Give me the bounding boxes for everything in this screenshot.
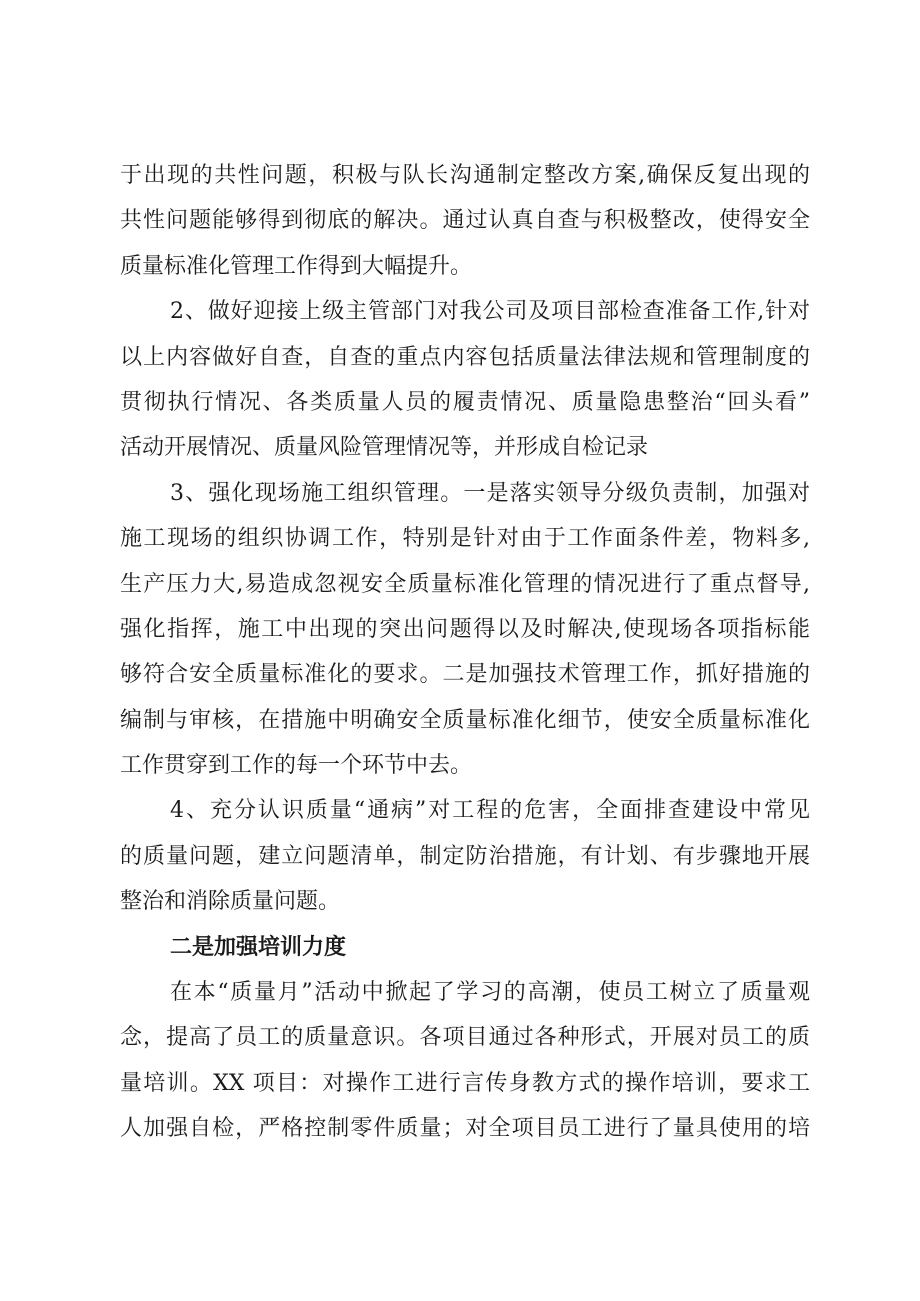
text-line: 整治和消除质量问题。 bbox=[120, 889, 341, 915]
text-line: 质量标准化管理工作得到大幅提升。 bbox=[120, 253, 473, 279]
text-line: 3、强化现场施工组织管理。一是落实领导分级负责制，加强对 bbox=[170, 480, 810, 506]
text-line: 2、做好迎接上级主管部门对我公司及项目部检查准备工作,针对 bbox=[170, 299, 810, 325]
text-line: 工作贯穿到工作的每一个环节中去。 bbox=[120, 753, 473, 779]
text-line: 以上内容做好自查，自查的重点内容包括质量法律法规和管理制度的 bbox=[120, 344, 810, 370]
text-line: 4、充分认识质量“通病”对工程的危害，全面排查建设中常见 bbox=[170, 798, 810, 824]
text-line: 够符合安全质量标准化的要求。二是加强技术管理工作，抓好措施的 bbox=[120, 662, 810, 688]
text-line: 共性问题能够得到彻底的解决。通过认真自查与积极整改，使得安全 bbox=[120, 208, 810, 234]
text-line: 编制与审核，在措施中明确安全质量标准化细节，使安全质量标准化 bbox=[120, 707, 810, 733]
text-line: 的质量问题，建立问题清单，制定防治措施，有计划、有步骤地开展 bbox=[120, 843, 810, 869]
text-line: 贯彻执行情况、各类质量人员的履责情况、质量隐患整治“回头看” bbox=[120, 389, 810, 415]
text-line: 在本“质量月”活动中掀起了学习的高潮，使员工树立了质量观 bbox=[170, 980, 810, 1006]
text-line: 人加强自检，严格控制零件质量；对全项目员工进行了量具使用的培 bbox=[120, 1116, 810, 1142]
text-line: 强化指挥，施工中出现的突出问题得以及时解决,使现场各项指标能 bbox=[120, 616, 810, 642]
text-line: 施工现场的组织协调工作，特别是针对由于工作面条件差，物料多, bbox=[120, 526, 810, 552]
text-line: 生产压力大,易造成忽视安全质量标准化管理的情况进行了重点督导, bbox=[120, 571, 810, 597]
section-heading: 二是加强培训力度 bbox=[170, 933, 347, 960]
text-line: 于出现的共性问题，积极与队长沟通制定整改方案,确保反复出现的 bbox=[120, 163, 810, 188]
text-line: 念，提高了员工的质量意识。各项目通过各种形式，开展对员工的质 bbox=[120, 1025, 810, 1051]
text-line: 量培训。XX 项目：对操作工进行言传身教方式的操作培训，要求工 bbox=[120, 1070, 810, 1096]
text-line: 活动开展情况、质量风险管理情况等，并形成自检记录 bbox=[120, 435, 649, 461]
document-body bbox=[120, 153, 810, 1152]
